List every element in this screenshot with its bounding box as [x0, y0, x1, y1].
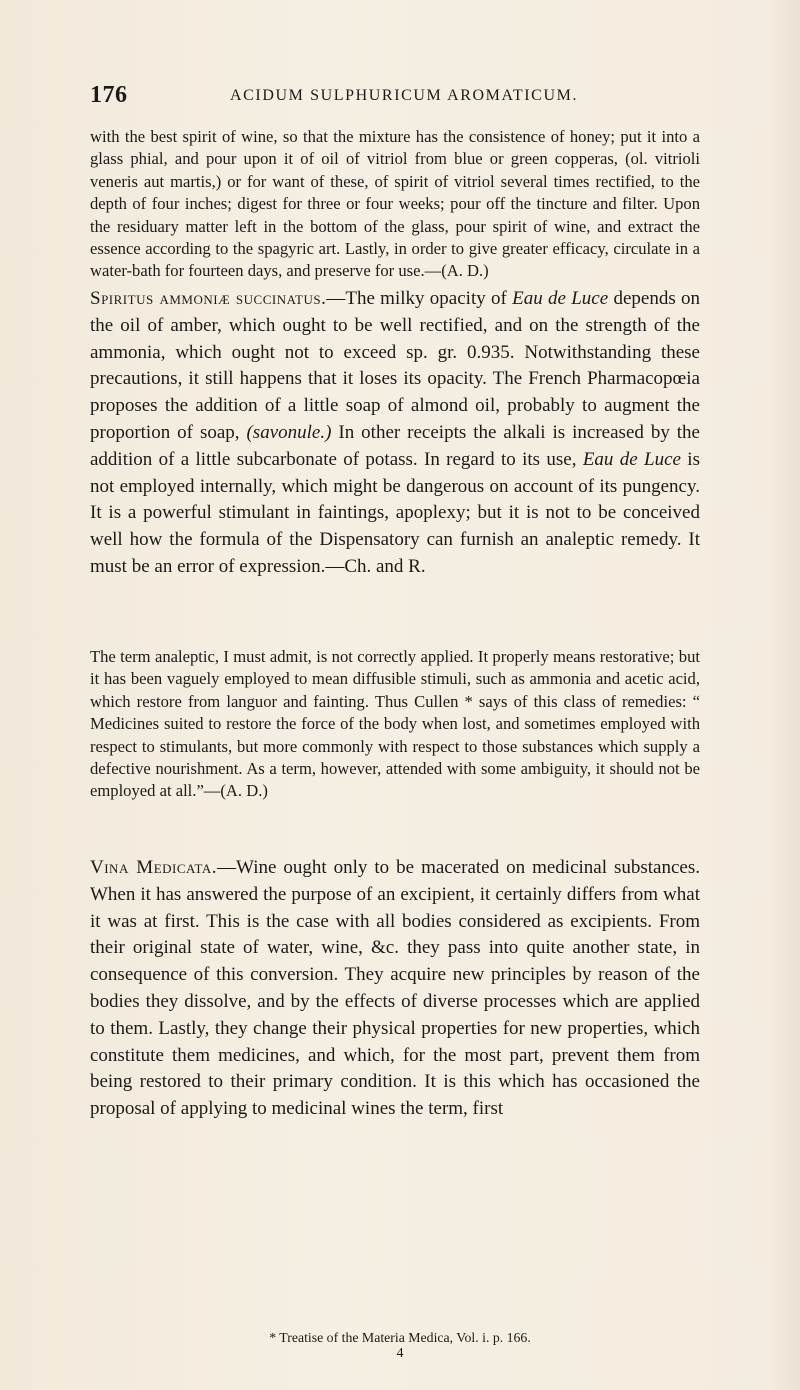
running-head: [90, 82, 700, 112]
paragraph-continued-recipe: with the best spirit of wine, so that the mixture has the consistence of honey; put it into a glass phial, and pour upon it of oil of vitriol from blue or green copperas, (ol. vitrioli veneris aut martis,) or for want of these, of spirit of vitriol several times rectified, to the depth of four inches; digest for three or four weeks; pour off the tincture and filter. Upon the residuary matter left in the bottom of the glass, pour spirit of wine, and extract the essence according to the spagyric art. Lastly, in order to give greater efficacy, circulate in a water-bath for fourteen days, and preserve for use.—(A. D.): [90, 127, 700, 281]
term-savonule: (savonule.): [246, 421, 332, 443]
term-eau-de-luce-2: Eau de Luce: [582, 448, 681, 470]
paragraph-vina-medicata: Vina Medicata.—Wine ought only to be macerated on medicinal substances. When it has answered the purpose of an excipient, it certainly differs from what it was at first. This is the case with all bodies considered as excipients. From their original state of water, wine, &c. they pass into quite another state, in consequence of this conversion. They acquire new principles by reason of the bodies they dissolve, and by the effects of diverse processes which are applied to them. Lastly, they change their physical properties for new properties, which constitute them medicines, and which, for the most part, prevent them from being restored to their primary condition. It is this which has occasioned the proposal of applying to medicinal wines the term, first: [90, 857, 700, 1120]
page-edge-shade: [770, 0, 800, 1390]
running-title: ACIDUM SULPHURICUM AROMATICUM.: [230, 87, 579, 104]
term-eau-de-luce: Eau de Luce: [512, 288, 609, 309]
signature-mark: 4: [396, 1346, 404, 1361]
footnote: * Treatise of the Materia Medica, Vol. i. p. 166.: [269, 1330, 531, 1345]
paragraph-analeptic-note: The term analeptic, I must admit, is not correctly applied. It properly means restorative; but it has been vaguely employed to mean diffusible stimuli, such as ammonia and acetic acid, which restore from languor and fainting. Thus Cullen * says of this class of remedies: “ Medicines suited to restore the force of the body when lost, and sometimes employed with respect to stimulants, but more commonly with respect to those substances which supply a defective nourishment. As a term, however, attended with some ambiguity, it should not be employed at all.”—(A. D.): [90, 647, 700, 801]
page-number: 176: [90, 82, 128, 108]
section-heading-spiritus-ammoniae: Spiritus ammoniæ succinatus.: [90, 288, 327, 309]
paragraph-spiritus-ammoniae: Spiritus ammoniæ succinatus.—The milky opacity of Eau de Luce depends on the oil of amber, which ought to be well rectified, and on the strength of the ammonia, which ought not to exceed sp. gr. 0.935. Notwithstanding these precautions, it still happens that it loses its opacity. The French Pharmacopœia proposes the addition of a little soap of almond oil, probably to augment the proportion of soap, (savonule.) In other receipts the alkali is increased by the addition of a little subcarbonate of potass. In regard to its use, Eau de Luce is not employed internally, which might be dangerous on account of its pungency. It is a powerful stimulant in faintings, apoplexy; but it is not to be conceived well how the formula of the Dispensatory can furnish an analeptic remedy. It must be an error of expression.—Ch. and R.: [90, 288, 700, 577]
section-heading-vina-medicata: Vina Medicata.: [90, 857, 218, 878]
